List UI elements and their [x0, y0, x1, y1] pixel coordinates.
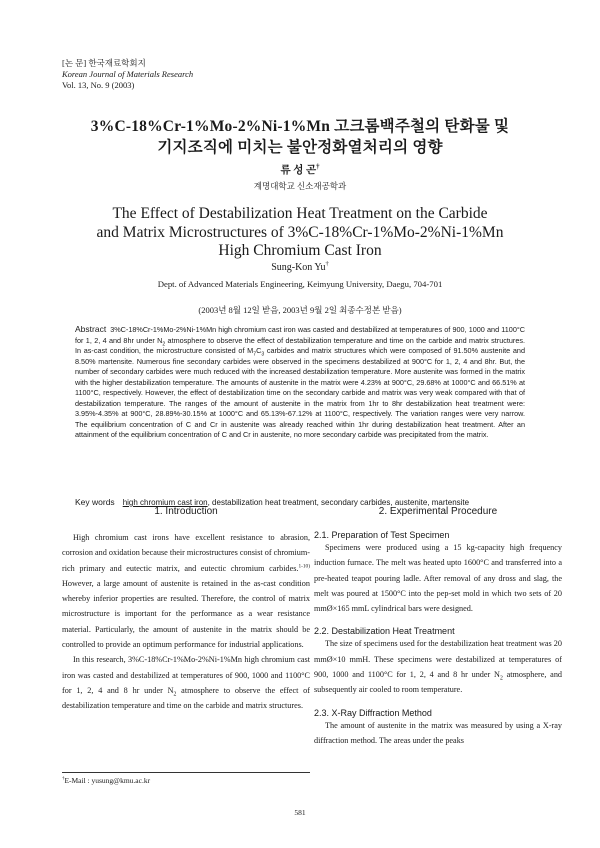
- intro-sub-n2: 2: [173, 691, 177, 698]
- abstract-sub-n2: 2: [162, 340, 166, 347]
- title-english-line-3: High Chromium Cast Iron: [218, 242, 382, 259]
- footnote-divider: [62, 772, 310, 773]
- section-2-2-heading: 2.2. Destabilization Heat Treatment: [314, 626, 455, 637]
- affiliation-english: Dept. of Advanced Materials Engineering, Keimyung University, Daegu, 704-701: [157, 279, 443, 289]
- author-english: [0, 262, 600, 273]
- abstract-text-c: C: [256, 346, 262, 355]
- page-number: 581: [294, 808, 306, 817]
- title-korean: [40, 116, 560, 158]
- footnote-mark: †: [62, 776, 65, 782]
- footnote-email: E-Mail : yusung@kmu.ac.kr: [64, 776, 151, 785]
- title-english-line-1: The Effect of Destabilization Heat Treatment on the Carbide: [112, 205, 488, 222]
- title-english-line-2: and Matrix Microstructures of 3%C-18%Cr-1%Mo-2%Ni-1%Mn: [96, 223, 504, 241]
- author-mark: †: [316, 163, 320, 171]
- experimental-heading: 2. Experimental Procedure: [378, 506, 498, 517]
- abstract-label: Abstract: [75, 324, 107, 334]
- abstract: [75, 324, 525, 441]
- received-dates: (2003년 8월 12일 받음, 2003년 9월 2일 최종수정본 받음): [198, 305, 402, 315]
- journal-header: [62, 58, 193, 91]
- abstract-text-2: atmosphere to observe the effect of destabilization temperature and time on the carbide and matrix structures. In as-cast condition, the microstructure consisted of M: [75, 335, 525, 355]
- journal-name: Korean Journal of Materials Research: [62, 69, 194, 79]
- intro-text-2a: In this research, 3%C-18%Cr-1%Mo-2%Ni-1%Mn high chromium cast iron was casted and destabilized at temperatures of 900, 1000 and 1100°C for 1, 2, 4 and 8 hr under N: [62, 655, 310, 695]
- intro-text-1a: High chromium cast irons have excellent resistance to abrasion, corrosion and oxidation because their microstructures consist of chromium-rich primary and eutectic matrix, and eutectic chromium carbides.: [62, 533, 310, 573]
- abstract-text-1: 3%C-18%Cr-1%Mo-2%Ni-1%Mn high chromium cast iron was casted and destabilized at temperatures of 900, 1000 and 1100°C for 1, 2, 4 and 8hr under N: [75, 325, 525, 345]
- intro-text-2b: atmosphere to observe the effect of destabilization temperature and time on the carbide and matrix structures.: [62, 685, 310, 711]
- section-2-2-text-b: atmosphere, and subsequently air cooled to room temperature.: [314, 670, 563, 695]
- section-2-3-text: The amount of austenite in the matrix was measured by using a X-ray diffraction method. The areas under the peaks: [314, 720, 562, 745]
- introduction-paragraph-1: [62, 530, 310, 652]
- title-korean-line-1: 3%C-18%Cr-1%Mo-2%Ni-1%Mn 고크롬백주철의 탄화물 및: [90, 118, 510, 135]
- keywords-label: Key words: [75, 497, 115, 507]
- introduction-heading: 1. Introduction: [154, 506, 218, 517]
- keyword-first: high chromium cast iron: [122, 498, 208, 507]
- section-2-2-text-a: The size of specimens used for the destabilization heat treatment was 20 mmØ×10 mmH. These specimens were destabilized at temperatures of 900, 1000 and 1100°C for 1, 2, 4 and 8 hr under N: [314, 639, 562, 680]
- title-english: [40, 205, 560, 261]
- author-korean-name: 류 성 곤: [280, 165, 317, 176]
- keywords-rest: , destabilization heat treatment, secondary carbides, austenite, martensite: [207, 498, 470, 507]
- footnote: [62, 776, 150, 785]
- author-korean: [0, 162, 600, 177]
- abstract-text-3: carbides and matrix structures which were composed of 91.50% austenite and 8.50% martensite. Numerous fine secondary carbides were observed in the specimens destabilized at 900°C for 1, 2, 4 and 8hr. But, the number of secondary carbides were much reduced with the increased destabilization temperature. More austenite was formed in the matrix with the higher destabilization temperature. The amounts of austenite in the matrix were 4.23% at 900°C, 29.68% at 1000°C and 66.51% at 1100°C, respectively. However, the effect of destabilization time on the secondary carbide and matrix was very weak compared with that of destabilization temperature. The ranges of the amount of austenite in the matrix from 1hr to 8hr destabilization heat treatment were: 3.95%-4.35% at 900°C, 28.89%-30.15% at 1000°C and 65.13%-67.12% at 1100°C, respectively. The variation ranges were very narrow. The equilibrium concentration of C and Cr in austenite was already reached within 1hr during destabilization heat treatment. After an attainment of the equilibrium concentration of C and Cr in austenite, no more secondary carbide was precipitated from the matrix.: [75, 346, 526, 439]
- author-english-name: Sung-Kon Yu: [271, 262, 326, 273]
- affiliation-korean: 계명대학교 신소재공학과: [253, 181, 347, 191]
- intro-text-1b: However, a large amount of austenite is retained in the as-cast condition whereby inferior properties are resulted. Therefore, the control of matrix microstructure is important for the performance as a wear resistance material. Particularly, the amount of austenite in the matrix should be controlled to provide an optimum performance for industrial applications.: [62, 578, 310, 650]
- section-2-3-heading: 2.3. X-Ray Diffraction Method: [314, 707, 432, 718]
- section-2-1-heading: 2.1. Preparation of Test Specimen: [314, 530, 450, 540]
- title-korean-line-2: 기지조직에 미치는 불안정화열처리의 영향: [157, 139, 443, 156]
- author-mark-en: †: [325, 260, 329, 268]
- section-2-1-text: Specimens were produced using a 15 kg-capacity high frequency induction furnace. The melt was heated upto 1600°C and transferred into a pre-heated teapot pouring ladle. After removal of any dross and slag, the melt was poured at 1500°C into the pep-set mold in which two sets of 20 mmØ×165 mmL cylindrical bars were designed.: [314, 543, 562, 614]
- abstract-sub-3: 3: [261, 351, 265, 358]
- right-column: [314, 506, 562, 748]
- journal-volume: Vol. 13, No. 9 (2003): [62, 80, 135, 90]
- section-2-2-text: [314, 636, 562, 697]
- left-column: [62, 506, 310, 714]
- abstract-sub-7: 7: [253, 351, 257, 358]
- section-2-2-sub-n2: 2: [499, 675, 503, 682]
- journal-category: [논 문] 한국재료학회지: [62, 58, 146, 68]
- introduction-paragraph-2: [62, 652, 310, 713]
- intro-reference: 1-10): [298, 562, 310, 569]
